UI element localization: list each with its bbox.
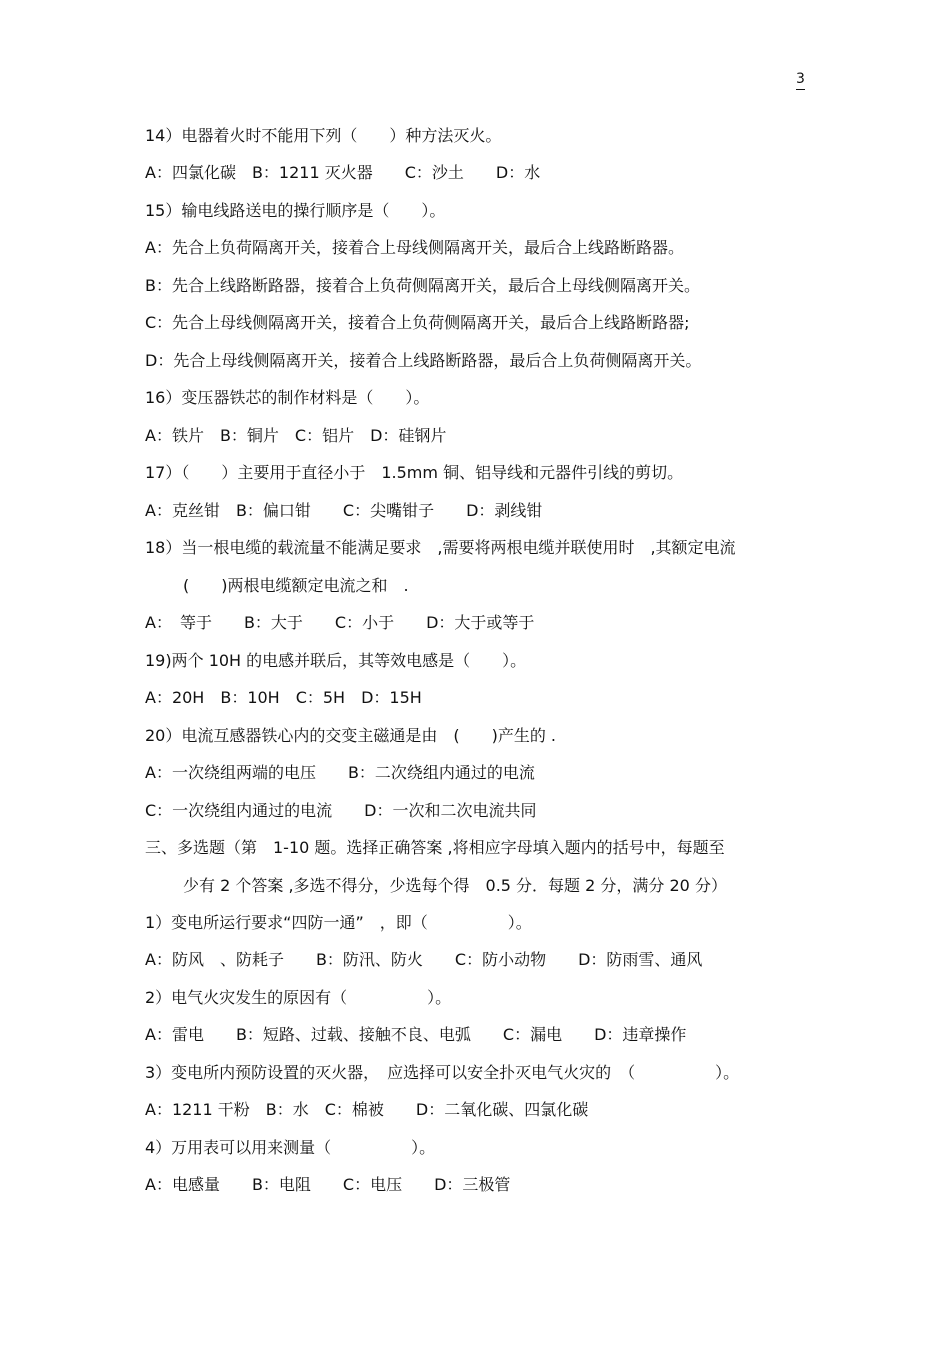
- multi-question-2: 2）电气火灾发生的原因有（ ）。: [145, 988, 452, 1007]
- multi-question-2-options: A：雷电 B：短路、过载、接触不良、电弧 C：漏电 D：违章操作: [145, 1025, 687, 1044]
- question-20-options-cd: C：一次绕组内通过的电流 D：一次和二次电流共同: [145, 801, 537, 820]
- question-15-option-c: C：先合上母线侧隔离开关，接着合上负荷侧隔离开关，最后合上线路断路器;: [145, 313, 690, 332]
- page-number: 3: [796, 70, 805, 90]
- question-16-options: A：铁片 B：铜片 C：铝片 D：硅钢片: [145, 426, 447, 445]
- question-15-option-b: B：先合上线路断路器，接着合上负荷侧隔离开关，最后合上母线侧隔离开关。: [145, 276, 700, 295]
- question-19: 19)两个 10H 的电感并联后，其等效电感是（ ）。: [145, 651, 527, 670]
- multi-question-1: 1）变电所运行要求“四防一通” ，即（ ）。: [145, 913, 532, 932]
- multi-question-4: 4）万用表可以用来测量（ ）。: [145, 1138, 436, 1157]
- question-14: 14）电器着火时不能用下列（ ）种方法灭火。: [145, 126, 502, 145]
- question-20-options-ab: A：一次绕组两端的电压 B：二次绕组内通过的电流: [145, 763, 535, 782]
- question-18-continued: ( )两根电缆额定电流之和 .: [183, 576, 409, 595]
- multi-question-3: 3）变电所内预防设置的灭火器， 应选择可以安全扑灭电气火灾的 （ ）。: [145, 1063, 740, 1082]
- question-15: 15）输电线路送电的操行顺序是（ ）。: [145, 201, 446, 220]
- question-15-option-d: D：先合上母线侧隔离开关，接着合上线路断路器，最后合上负荷侧隔离开关。: [145, 351, 702, 370]
- question-19-options: A：20H B：10H C：5H D：15H: [145, 688, 422, 707]
- question-20: 20）电流互感器铁心内的交变主磁通是由 ( )产生的 .: [145, 726, 557, 745]
- question-16: 16）变压器铁芯的制作材料是（ ）。: [145, 388, 430, 407]
- multi-question-4-options: A：电感量 B：电阻 C：电压 D：三极管: [145, 1175, 511, 1194]
- multi-question-3-options: A：1211 干粉 B：水 C：棉被 D：二氧化碳、四氯化碳: [145, 1100, 589, 1119]
- question-17: 17）（ ）主要用于直径小于 1.5mm 铜、铝导线和元器件引线的剪切。: [145, 463, 684, 482]
- question-15-option-a: A：先合上负荷隔离开关，接着合上母线侧隔离开关，最后合上线路断路器。: [145, 238, 684, 257]
- question-18: 18）当一根电缆的载流量不能满足要求 ,需要将两根电缆并联使用时 ,其额定电流: [145, 538, 736, 557]
- section-heading-multiple-choice: 三、多选题（第 1-10 题。选择正确答案 ,将相应字母填入题内的括号中，每题至: [145, 838, 725, 857]
- question-14-options: A：四氯化碳 B：1211 灭火器 C：沙土 D：水: [145, 163, 541, 182]
- question-17-options: A：克丝钳 B：偏口钳 C：尖嘴钳子 D：剥线钳: [145, 501, 543, 520]
- multi-question-1-options: A：防风 、防耗子 B：防汛、防火 C：防小动物 D：防雨雪、通风: [145, 950, 703, 969]
- section-heading-continued: 少有 2 个答案 ,多选不得分，少选每个得 0.5 分．每题 2 分，满分 20 分）: [183, 876, 727, 895]
- question-18-options: A： 等于 B：大于 C：小于 D：大于或等于: [145, 613, 535, 632]
